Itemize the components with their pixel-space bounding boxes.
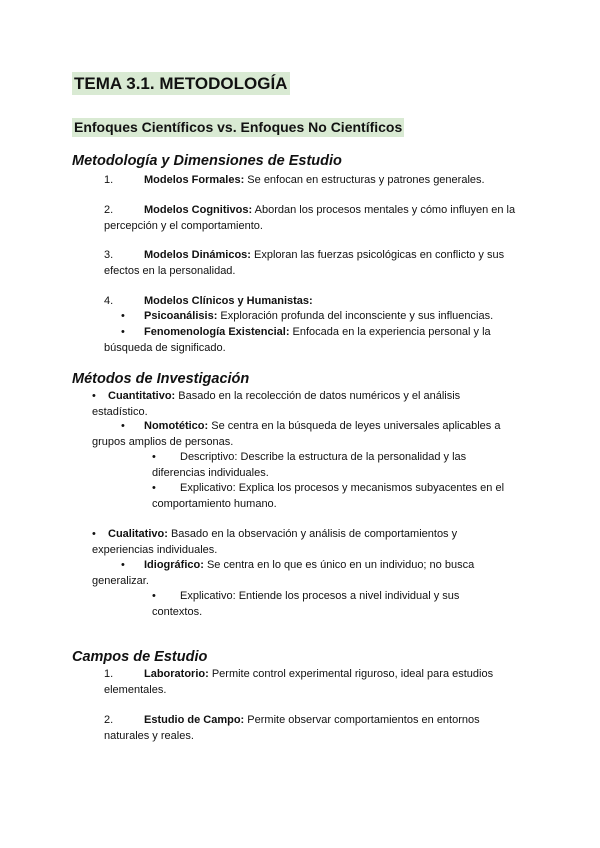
list-number: 4. xyxy=(104,295,114,307)
list-item-text: Abordan los procesos mentales y cómo influyen en la percepción y el comportamiento. xyxy=(104,204,516,232)
list-item xyxy=(104,713,524,744)
list-item xyxy=(104,667,524,698)
list-item-term: Estudio de Campo: xyxy=(144,714,245,726)
section-heading-metodologia: Metodología y Dimensiones de Estudio xyxy=(72,153,342,169)
list-item-text: Se enfocan en estructuras y patrones generales. xyxy=(244,174,485,186)
list-item xyxy=(92,558,532,589)
list-item-text: Exploran las fuerzas psicológicas en conflicto y sus efectos en la personalidad. xyxy=(104,249,505,277)
list-item-text: Explicativo: Explica los procesos y mecanismos subyacentes en el comportamiento humano. xyxy=(152,482,505,510)
list-item xyxy=(104,325,524,356)
list-item-term: Cuantitativo: xyxy=(108,390,176,402)
document-subtitle: Enfoques Científicos vs. Enfoques No Científicos xyxy=(74,119,403,135)
section-heading-metodos: Métodos de Investigación xyxy=(72,371,250,387)
bullet-icon: • xyxy=(121,310,125,322)
list-item-text: Permite observar comportamientos en entornos naturales y reales. xyxy=(104,714,480,742)
list-item xyxy=(152,589,492,620)
list-item xyxy=(92,389,512,420)
bullet-icon: • xyxy=(92,528,96,540)
list-item xyxy=(104,203,532,234)
bullet-icon: • xyxy=(121,559,125,571)
document-title: TEMA 3.1. METODOLOGÍA xyxy=(72,72,290,95)
list-item xyxy=(92,527,512,558)
section-heading-campos: Campos de Estudio xyxy=(72,649,208,665)
list-item-term: Laboratorio: xyxy=(144,668,209,680)
list-item-text: Se centra en la búsqueda de leyes universales aplicables a grupos amplios de personas. xyxy=(92,420,501,448)
bullet-icon: • xyxy=(121,326,125,338)
list-item-term: Modelos Clínicos y Humanistas: xyxy=(144,295,313,307)
list-item-text: Descriptivo: Describe la estructura de la personalidad y las diferencias individuales. xyxy=(152,451,467,479)
bullet-icon: • xyxy=(152,482,156,494)
bullet-icon: • xyxy=(152,590,156,602)
list-item-term: Psicoanálisis: xyxy=(144,310,218,322)
list-number: 1. xyxy=(104,668,114,680)
bullet-icon: • xyxy=(152,451,156,463)
list-number: 2. xyxy=(104,714,114,726)
list-item xyxy=(152,450,512,481)
list-item xyxy=(104,294,532,310)
list-item-text: Basado en la observación y análisis de comportamientos y experiencias individuales. xyxy=(92,528,458,556)
list-item xyxy=(104,173,544,189)
list-item-text: Exploración profunda del inconsciente y sus influencias. xyxy=(217,310,494,322)
list-number: 1. xyxy=(104,174,114,186)
bullet-icon: • xyxy=(92,390,96,402)
list-item xyxy=(92,419,532,450)
list-item-term: Modelos Cognitivos: xyxy=(144,204,253,216)
list-item xyxy=(104,248,532,279)
list-item-text: Explicativo: Entiende los procesos a nivel individual y sus contextos. xyxy=(152,590,460,618)
list-item xyxy=(144,309,544,325)
list-item-term: Modelos Formales: xyxy=(144,174,245,186)
list-item-text: Enfocada en la experiencia personal y la búsqueda de significado. xyxy=(104,326,491,354)
list-item-term: Idiográfico: xyxy=(144,559,204,571)
list-item-term: Modelos Dinámicos: xyxy=(144,249,251,261)
list-item-text: Permite control experimental riguroso, ideal para estudios elementales. xyxy=(104,668,494,696)
list-number: 3. xyxy=(104,249,114,261)
list-item-term: Cualitativo: xyxy=(108,528,168,540)
list-item-term: Nomotético: xyxy=(144,420,209,432)
list-item-term: Fenomenología Existencial: xyxy=(144,326,290,338)
list-item-text: Se centra en lo que es único en un individuo; no busca generalizar. xyxy=(92,559,475,587)
list-item xyxy=(152,481,524,512)
bullet-icon: • xyxy=(121,420,125,432)
list-item-text: Basado en la recolección de datos numéricos y el análisis estadístico. xyxy=(92,390,461,418)
list-number: 2. xyxy=(104,204,114,216)
